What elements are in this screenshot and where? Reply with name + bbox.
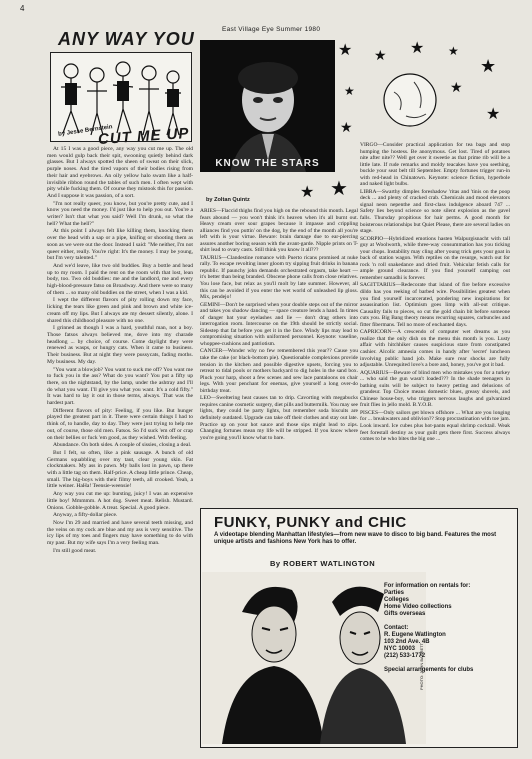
horoscope-entry: CANCER—Wonder why no few remembered this year?? Cause you take the cake (or black-bottom pie). Questionable complexions provide tension in the kitchen and possible digestive upsets, forcing you to retreat to tidal pools or mothers backyard to dig holes in the sand box. Pluck your harp, shoot a few scenes and sew lace pantaloons on chair legs. With your penchant for enemas, give yourself a long over-do birthday treat.	[200, 348, 358, 394]
info-line: Special arrangements for clubs	[384, 667, 474, 673]
info-spacer	[384, 618, 510, 625]
info-line: Home Video collections	[384, 604, 452, 610]
info-spacer	[384, 660, 510, 667]
ad-byline: By ROBERT WATLINGTON	[270, 559, 376, 568]
star-icon: ★	[344, 84, 355, 98]
photo-credit: PHOTO: JOHN BARRETT	[419, 642, 424, 690]
horoscope-entry: CAPRICORN—A crescendo of computer wet dreams as you realize that the only dish on the menu this month is you. Lusty affair with hitchhiker causes suspicious stare from constipated cashier. Alcolic amnesia comes in handy after 'secret' luncheon involving public hand job. Make sure rear shocks are fully adjustable. Unrequited love's a bore and, honey, you've got it bad.	[360, 329, 510, 369]
star-icon: ★	[330, 178, 348, 200]
paragraph: "You want a blowjob? You want to suck me off? You want me to fuck you in the ass? What do you want? You put a fifty up there, on the nightstand, by the lamp, under the ashtray and I'll do what you want. I'll give you what you want. It's a cold fifty." It was hard to lay it out in those terms, always. That was the hardest part.	[47, 366, 193, 407]
horoscope-entry: PISCES—Only sailors get blown offshore ... What are you longing for ... breakwaters and oblivion?? Stop procrastination with toe jam. Look inward. Ice cubes plus hot-pants equal shrimp cocktail. Weak feet forestall destiny as your guilt gets there first. Success always comes to he who bites the big one ...	[360, 409, 510, 443]
horoscope-entry: VIRGO—Consider practical application for tea bags and stop humping the hostess. Be anonymous. Get lost. Tired of potatoes nite after nite?? Well get over it sweetie as that prime rib will be a little late. If rude remarks and moldy teacakes have you seething, buckle your seat belt till September. Empty fortunes trigger run-in with red-head in Chinatown. Keynote: science fiction, hyperbole and naked light bulbs.	[360, 142, 510, 188]
horoscope-entry: SAGITTARIUS—Redecorate that island of fire before excessive dildo has you reeking of barbed wire. Possibilities greatest when you find yourself incarcerated, pondering new inspirations for assassination list. Optimism goes limp with all-out critique. Causality fails to pieces, so cut the gold chain bit before someone cuts you. Big Bang theory means recurring squares, carbuncles and fitter fibermans. Tell no more of enchanted days.	[360, 282, 510, 328]
star-icon: ★	[374, 49, 387, 64]
column-subtitle: CUT ME UP	[97, 124, 190, 149]
paragraph: I grinned as though I was a hard, youthful man, not a boy. Those fatsos always believed me, dove into my charade headlong ... by choice, of course. Come daylight they were renewed as wasps, or hungry cats. When it came to business. Their business. But at night they were pussycats, fading moths. My business. My day.	[47, 325, 193, 365]
ad-description: A videotape blending Manhattan lifestyles—from new wave to disco to big band. Features the most unique artists and fashions New York has to offer.	[214, 532, 497, 545]
paragraph: "I'm not really queer, you know, but you're pretty cute, and I know you need the money. I'd just like to help you out. You're a writer? Isn't that what you said? Well I'm drunk, so what the hell? What the hell?"	[47, 200, 193, 227]
moon-icon	[380, 70, 440, 135]
ad-headline: FUNKY, PUNKY and CHIC	[214, 514, 407, 531]
star-icon: ★	[340, 121, 353, 136]
info-line: 103 2nd Ave. 4B	[384, 639, 430, 645]
paragraph: Any way you cut me up: bursting, juicy! I was an expensive little boy! Mmmmm. A hot dog. Sweet meat. Relish. Mustard. Onions. Gobble-gobble. A treat. Special. A good piece.	[47, 491, 193, 511]
left-article-body	[47, 146, 193, 746]
paragraph: And we'd leave, like two old buddies. Buy a bottle and head up to my room. I paid the rent on the room with that lost, lean body, too. Two old buddies: me and the landlord, me and every high-blood-pressure fatso on Broadway. And there were so many of them ... so many old buddies on the street, when I was a kid.	[47, 262, 193, 296]
page-number: 4	[20, 4, 25, 13]
issue-header: East Village Eye Summer 1980	[222, 26, 321, 33]
paragraph: Anyway, a fifty-dollar piece.	[53, 512, 118, 519]
star-icon: ★	[300, 184, 315, 201]
horoscope-entry: GEMINI—Don't be surprised when your double steps out of the mirror and takes you shadow dancing — space creature lends a hand. In times of danger bat your eyelashes and lie — don't drag others into interrogation room. Intercourse on the 19th should be strictly social. Sidestep that fat before you get it in the face. Windy lips may lead to compromising situation with uniformed personnel. Keynote: vaseline, whoppee-cushions and patriotism.	[200, 301, 358, 347]
paragraph: I'm still good meat.	[53, 547, 97, 554]
star-icon: ★	[448, 44, 459, 58]
column-title: ANY WAY YOU	[58, 29, 195, 49]
paragraph: I wept the different flavors of pity rolling down my face, licking the tears like green and pink and brown and white ice-cream off my lips. But I always ate my dessert silently, alone. I shared this childhood pleasure with no one.	[47, 297, 193, 324]
paragraph: Abundance. On both sides. A couple of sissies, closing a deal.	[53, 442, 192, 449]
horoscope-entry: LIBRA—Swarthy dimples foreshadow 'ritas and 'tinis on the poop deck ... and plenty of cracked crab. Chemicals and mood elevators signal neon nepenthe and first-class indulgence aboard 747 ... Safety lies beyond science so note silent explosion as the gavel falls. Thursday propitious for hair perms. A good month for boisterous relationships but Quiet Please, there are several ladies on stage.	[360, 188, 510, 235]
paragraph: At 15 I was a good piece, any way you cut me up. The old men would gulp back their spit, swooning quietly behind dark glasses. But I always spotted the sheen of sweat on their slick, purple noses. And the tired vapors of their bodies rising from their hair and eyebrows. An oily yellow halo swam like a half-invisible ribbon round the tables of such men. I often wept with pity while fucking them. Of course they mistook this for passion. And I suppose it was passion, of a sort.	[47, 146, 193, 199]
star-icon: ★	[338, 42, 353, 59]
horoscope-body-middle	[200, 208, 358, 504]
info-line: (212) 533-1772	[384, 653, 426, 659]
paragraph: Different flavors of pity: Feeling, if you like. But hunger played the greatest part in it. There were certain things I had to think of, to handle, day to day. They were just trying to help me out, of course, those old men. Fatsos. So I'd suck 'em off or crap on their bellies or fuck 'em good, as they wished. With feeling.	[47, 407, 193, 441]
paragraph: But I felt, so often, like a pink sausage. A bunch of old Germans squabbling over my taut, clear young skin. Fat clockmakers. My ass in pawn. My balls lost in pawn, up there with a little tag on them. Half-price. A cheap little prince. Cheap, small. The big-boys with their filmy teeth, all crooked. Yeah, a little weiner. HaHa! Teensie-weensie!	[47, 449, 193, 490]
star-icon: ★	[450, 81, 463, 96]
photo-caption: KNOW THE STARS	[215, 158, 320, 169]
horoscope-entry: LEO—Sweltering heat causes tan to drip. Cavorting with megabucks requires canine cosmetic surgery, diet pills and buttermilk. You may see lights, they could be party lights, but remember soda biscuits are definitely outdated. Upgrade can take off their clothes and stay out late. Practice up on your hot sauce and those sips might lead to zips. Changing fortunes mean my life will be stripped. If you know where you're going you'll know what to bare.	[200, 395, 358, 441]
paragraph: Now I'm 29 and married and have several teeth missing, and the veins on my cock are blue and my ass is very sensitive. The icy lips of my toes and fingers may have something to do with my past. But my wife says I'm a very feeling man.	[47, 519, 193, 547]
info-line: For information on rentals for:	[384, 583, 471, 589]
info-line: Colleges	[384, 597, 410, 603]
horoscope-entry: SCORPIO—Hybridized emotions hasten Walpurgisnacht with tall guy at Woolworth, while three-way consummation has you ticking your chops. Instability may cling after young trick gets your goat in back of station wagon. With reptiles on the resurge, watch out for rock 'n roll snakedance and dried fruit. Vehicular fetish calls for ample ground clearance. If you find yourself camping out remember samadhi is forever.	[360, 235, 510, 281]
info-line: R. Eugene Watlington	[384, 632, 446, 638]
star-icon: ★	[480, 56, 497, 76]
horoscope-photo	[200, 40, 335, 172]
horoscope-byline: by Zoltan Quintz	[206, 197, 250, 203]
star-icon: ★	[410, 40, 425, 57]
info-line: NYC 10003	[384, 646, 416, 652]
horoscope-entry: ARIES—Flaccid thighs find you high on the rebound this month. Legal fears abound — you won't think it's heaven when it's all burnt out. Heavy cream over sour grapes because it impasse and crippling alliances find you puttin' on the dog, by the end of the month all you're left with is your virtue. Beware: brain damage due to ear-piercing assures another boring season with the avant-garde. Nipple prints on T-shirt lead to ovary casts. Still think you know it all???	[200, 208, 358, 254]
horoscope-body-right	[360, 142, 510, 502]
star-icon: ★	[486, 106, 501, 123]
info-line: Parties	[384, 590, 405, 596]
info-line: Contact:	[384, 625, 409, 631]
ad-contact-info	[384, 583, 510, 674]
portrait-image	[200, 40, 335, 172]
info-line: Gifts overseas	[384, 611, 426, 617]
paragraph: At this point I always felt like killing them, knocking them over the head with a sap or a pipe, knifing or shooting them as soon as we were out the door. Instead I said: "Me neither, I'm not queer either, really. You're right: It's the money. I may be young, but I'm very talented."	[47, 228, 193, 262]
left-byline: by Jesse Bernstein	[57, 124, 113, 138]
horoscope-entry: AQUARIUS—Beware of blind men who mistakes you for a turkey ... who said the gun wasn't loaded??? In the shade teenagers in bathing suits will be subject to heavy petting and delusions of grandeur. Top Choice means domestic blues, greasy shovels, and Chinese house-boy, who triggers nervous laughs and galvanized fruit flies in jello mold. B.Y.O.B.	[360, 369, 510, 409]
horoscope-entry: TAURUS—Clandestine romance with Puerto ricans promised at nuke rally. To escape revolting inner gloom try sipping fruit drinks in banana republic. If paunchy john demands orchestrated orgasm, take heart — it's better than being branded. Obscene phone calls from close relatives. You lose face, but relax as you'll molt by late summer. However, all this can be avoided if you enter the wet world of unleashed lip gloss. Mix, pendejo!	[200, 254, 358, 301]
